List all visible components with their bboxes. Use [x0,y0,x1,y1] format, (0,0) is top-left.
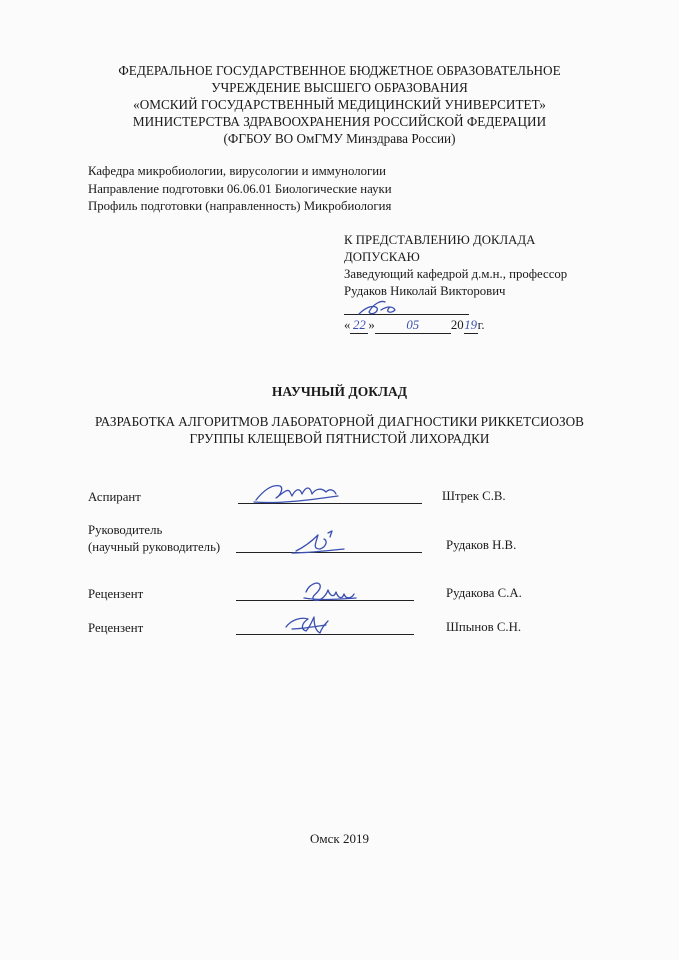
header-line: МИНИСТЕРСТВА ЗДРАВООХРАНЕНИЯ РОССИЙСКОЙ ФЕДЕРАЦИИ [132,114,547,129]
signature-name-reviewer-2: Шпынов С.Н. [446,620,522,634]
study-direction: Направление подготовки 06.06.01 Биологические науки [88,181,392,196]
approver-position: Заведующий кафедрой д.м.н., профессор [344,267,568,281]
institution-header [0,62,679,147]
date-year: 19 [464,318,477,332]
report-title-line1: РАЗРАБОТКА АЛГОРИТМОВ ЛАБОРАТОРНОЙ ДИАГНОСТИКИ РИККЕТСИОЗОВ [95,414,584,429]
date-close-quote: » [368,318,375,332]
supervisor-role-line1: Руководитель [88,523,163,537]
approval-line2: ДОПУСКАЮ [344,250,420,264]
signature-role-aspirant: Аспирант [88,490,141,504]
reviewer-2-signature [282,609,332,639]
supervisor-signature [288,527,348,557]
signature-name-aspirant: Штрек С.В. [442,489,506,503]
header-line: УЧРЕЖДЕНИЕ ВЫСШЕГО ОБРАЗОВАНИЯ [211,80,468,95]
approver-signature [355,298,405,320]
aspirant-signature [250,478,340,506]
signature-name-supervisor: Рудаков Н.В. [446,538,517,552]
approval-block [344,232,567,300]
date-open-quote: « [344,318,351,332]
signature-name-reviewer-1: Рудакова С.А. [446,586,522,600]
approval-date [344,318,485,334]
signature-role-reviewer-1: Рецензент [88,587,144,601]
approval-line1: К ПРЕДСТАВЛЕНИЮ ДОКЛАДА [344,233,536,247]
header-line: ФЕДЕРАЛЬНОЕ ГОСУДАРСТВЕННОЕ БЮДЖЕТНОЕ ОБРАЗОВАТЕЛЬНОЕ [118,63,561,78]
supervisor-role-line2: (научный руководитель) [88,540,221,554]
date-day: 22 [350,318,368,334]
department-block [88,163,392,216]
date-suffix: г. [477,318,485,332]
report-title-line2: ГРУППЫ КЛЕЩЕВОЙ ПЯТНИСТОЙ ЛИХОРАДКИ [189,431,490,446]
report-title [0,413,679,447]
signature-role-supervisor [88,522,220,556]
study-profile: Профиль подготовки (направленность) Микробиология [88,199,392,213]
header-line: «ОМСКИЙ ГОСУДАРСТВЕННЫЙ МЕДИЦИНСКИЙ УНИВЕРСИТЕТ» [133,97,546,112]
department-chair: Кафедра микробиологии, вирусологии и иммунологии [88,164,386,178]
reviewer-1-signature [300,578,360,606]
header-line: (ФГБОУ ВО ОмГМУ Минздрава России) [223,131,456,146]
date-month: 05 [375,318,451,334]
signature-role-reviewer-2: Рецензент [88,621,144,635]
date-year-prefix: 20 [450,318,464,332]
report-type: НАУЧНЫЙ ДОКЛАД [271,384,408,399]
city-year: Омск 2019 [310,831,369,846]
approver-name: Рудаков Николай Викторович [344,284,506,298]
